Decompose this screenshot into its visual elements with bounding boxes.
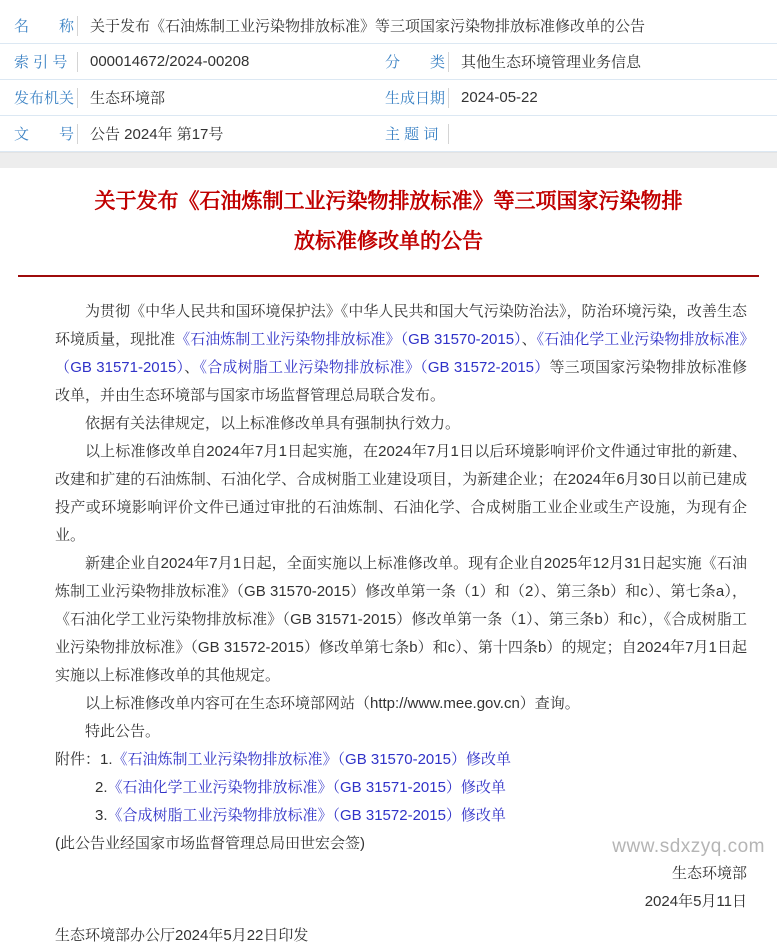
text-segment: 特此公告。: [85, 723, 161, 740]
standard-link[interactable]: 《石油化学工业污染物排放标准》（GB 31571-2015）: [55, 331, 747, 376]
vertical-divider: [77, 88, 78, 108]
signature-agency: 生态环境部: [671, 865, 747, 882]
meta-value-name: 关于发布《石油炼制工业污染物排放标准》等三项国家污染物排放标准修改单的公告: [90, 18, 646, 35]
meta-label-name: 名 称: [14, 18, 75, 35]
signature-date: 2024年5月11日: [644, 893, 747, 910]
signature-block: [0, 860, 777, 916]
paragraph: [55, 438, 747, 550]
section-divider-strip: [0, 152, 777, 168]
attachment-link-3[interactable]: 《合成树脂工业污染物排放标准》（GB 31572-2015）修改单: [107, 807, 506, 824]
metadata-table: [0, 0, 777, 152]
paragraph: [55, 410, 747, 438]
attachment-row: [55, 774, 747, 802]
meta-value-doc-number: 公告 2024年 第17号: [90, 126, 224, 143]
attachment-number: 3.: [95, 807, 108, 824]
attachment-link-1[interactable]: 《石油炼制工业污染物排放标准》（GB 31570-2015）修改单: [112, 751, 511, 768]
print-issuance-line: 生态环境部办公厅2024年5月22日印发: [55, 927, 309, 944]
attachments-label: 附件：: [55, 751, 101, 768]
meta-label-doc-number: 文 号: [14, 126, 75, 143]
announcement-body: [0, 168, 777, 950]
paragraph: [55, 298, 747, 410]
standard-link[interactable]: 《合成树脂工业污染物排放标准》（GB 31572-2015）: [199, 359, 550, 376]
text-segment: 依据有关法律规定，以上标准修改单具有强制执行效力。: [85, 415, 461, 432]
title-line-2: 放标准修改单的公告: [294, 230, 483, 253]
meta-label-category: 分 类: [385, 54, 446, 71]
attachment-number: 2.: [95, 779, 108, 796]
attachment-row: [55, 746, 747, 774]
paragraph: [55, 718, 747, 746]
meta-label-index-no: 索 引 号: [14, 54, 68, 71]
vertical-divider: [448, 88, 449, 108]
attachment-row: [55, 802, 747, 830]
meta-label-subject-words: 主 题 词: [385, 126, 439, 143]
meta-row-doc-number: [0, 116, 777, 152]
text-segment: 、: [521, 331, 537, 348]
announcement-title: [0, 182, 777, 262]
meta-label-date: 生成日期: [385, 90, 446, 107]
vertical-divider: [77, 16, 78, 36]
vertical-divider: [448, 124, 449, 144]
title-rule: [18, 275, 759, 277]
text-segment: 、: [184, 359, 200, 376]
meta-value-date: 2024-05-22: [461, 89, 538, 106]
site-watermark: www.sdxzyq.com: [612, 836, 765, 857]
meta-value-issuer: 生态环境部: [90, 90, 166, 107]
vertical-divider: [77, 52, 78, 72]
title-line-1: 关于发布《石油炼制工业污染物排放标准》等三项国家污染物排: [94, 190, 683, 213]
vertical-divider: [448, 52, 449, 72]
text-segment: 等三项国家污染物排放标准修改单，并由生态环境部与国家市场监督管理总局联合发布。: [55, 359, 747, 404]
text-segment: 为贯彻《中华人民共和国环境保护法》《中华人民共和国大气污染防治法》，防治环境污染，改善生态环境质量，现批准: [55, 303, 747, 348]
text-segment: 以上标准修改单自2024年7月1日起实施，在2024年7月1日以后环境影响评价文件通过审批的新建、改建和扩建的石油炼制、石油化学、合成树脂工业建设项目，为新建企业；在2024年6月30日以前已建成投产或环境影响评价文件已通过审批的石油炼制、石油化学、合成树脂工业企业或生产设施，为现有企业。: [55, 443, 747, 544]
attachment-number: 1.: [100, 751, 113, 768]
attachment-link-2[interactable]: 《石油化学工业污染物排放标准》（GB 31571-2015）修改单: [107, 779, 506, 796]
meta-row-index: [0, 44, 777, 80]
paragraph-block: [55, 298, 747, 746]
standard-link[interactable]: 《石油炼制工业污染物排放标准》（GB 31570-2015）: [175, 331, 522, 348]
countersign-note: (此公告业经国家市场监督管理总局田世宏会签): [55, 835, 365, 852]
meta-value-index-no: 000014672/2024-00208: [90, 53, 250, 70]
meta-row-issuer: [0, 80, 777, 116]
meta-row-name: [0, 8, 777, 44]
text-segment: 以上标准修改单内容可在生态环境部网站（http://www.mee.gov.cn）查询。: [85, 695, 580, 712]
meta-value-category: 其他生态环境管理业务信息: [461, 54, 642, 71]
meta-label-issuer: 发布机关: [14, 90, 75, 107]
vertical-divider: [77, 124, 78, 144]
attachment-list: [55, 746, 747, 830]
text-segment: 新建企业自2024年7月1日起，全面实施以上标准修改单。现有企业自2025年12月31日起实施《石油炼制工业污染物排放标准》（GB 31570-2015）修改单第一条（1）和（2）、第三条b）和c）、第七条a），《石油化学工业污染物排放标准》（GB 31571-2015）修改单第一条（1）、第三条b）和c），《合成树脂工业污染物排放标准》（GB 31572-2015）修改单第七条b）和c）、第十四条b）的规定；自2024年7月1日起实施以上标准修改单的其他规定。: [55, 555, 747, 684]
paragraph: [55, 690, 747, 718]
paragraph: [55, 550, 747, 690]
